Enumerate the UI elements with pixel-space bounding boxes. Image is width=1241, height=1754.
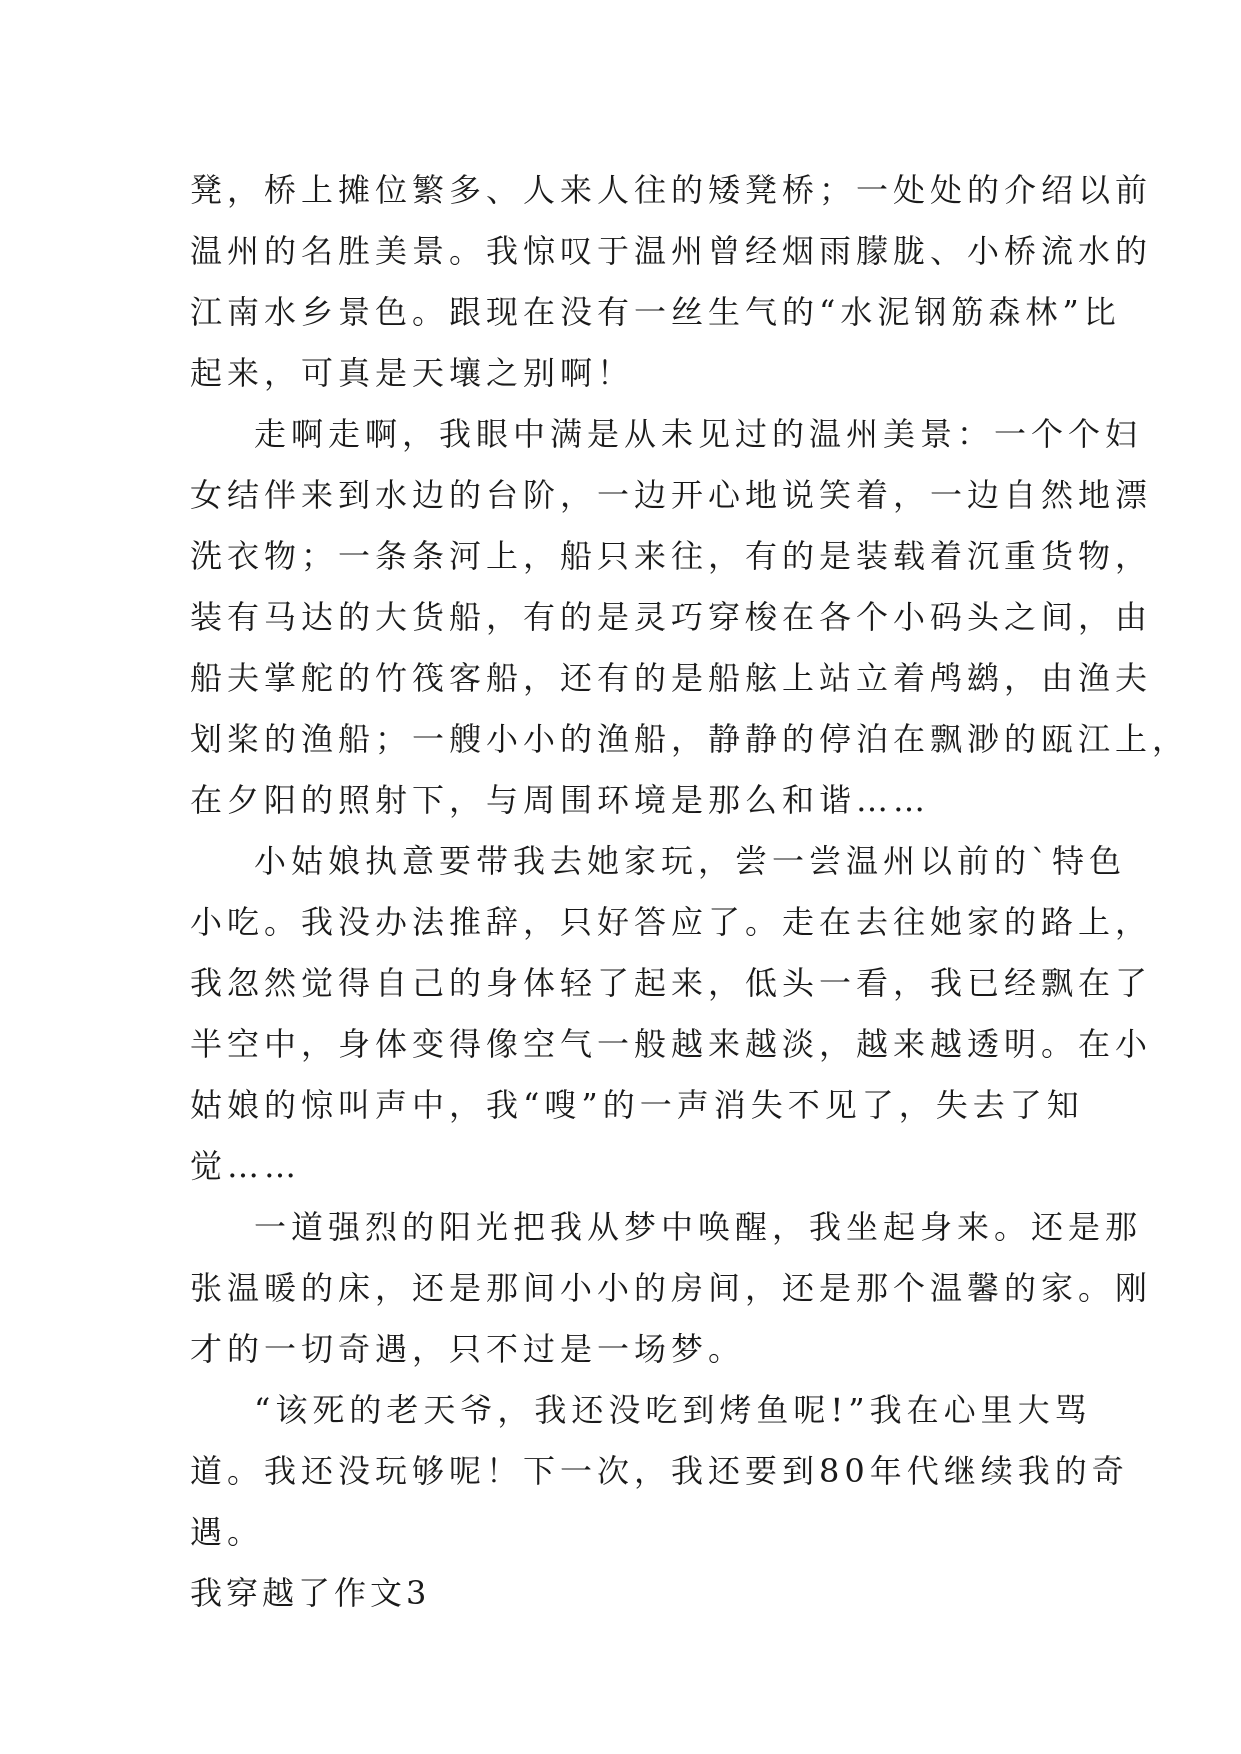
section-heading: 我穿越了作文3 [190,1574,431,1612]
text-line: 起来，可真是天壤之别啊！ [190,354,635,392]
text-line: 张温暖的床，还是那间小小的房间，还是那个温馨的家。刚 [190,1269,1153,1307]
text-line: 姑娘的惊叫声中，我“嗖”的一声消失不见了，失去了知 [190,1086,1084,1124]
text-line: 道。我还没玩够呢！下一次，我还要到80年代继续我的奇 [190,1452,1129,1490]
text-line: 小吃。我没办法推辞，只好答应了。走在去往她家的路上， [190,903,1153,941]
text-line: 船夫掌舵的竹筏客船，还有的是船舷上站立着鸬鹚，由渔夫 [190,659,1153,697]
document-body [190,160,1190,1624]
text-line: 我忽然觉得自己的身体轻了起来，低头一看，我已经飘在了 [190,964,1153,1002]
text-line: 洗衣物；一条条河上，船只来往，有的是装载着沉重货物， [190,537,1153,575]
text-line: 凳，桥上摊位繁多、人来人往的矮凳桥；一处处的介绍以前 [190,171,1153,209]
text-line: 温州的名胜美景。我惊叹于温州曾经烟雨朦胧、小桥流水的 [190,232,1153,270]
text-line: 在夕阳的照射下，与周围环境是那么和谐…… [190,781,931,819]
text-line: 觉…… [190,1147,302,1185]
paragraph-start-line: 一道强烈的阳光把我从梦中唤醒，我坐起身来。还是那 [254,1208,1143,1246]
paragraph-start-line: “该死的老天爷，我还没吃到烤鱼呢!”我在心里大骂 [254,1391,1092,1429]
paragraph-start-line: 走啊走啊，我眼中满是从未见过的温州美景：一个个妇 [254,415,1143,453]
text-line: 半空中，身体变得像空气一般越来越淡，越来越透明。在小 [190,1025,1153,1063]
text-line: 才的一切奇遇，只不过是一场梦。 [190,1330,746,1368]
text-line: 划桨的渔船；一艘小小的渔船，静静的停泊在飘渺的瓯江上， [190,720,1190,758]
paragraph-start-line: 小姑娘执意要带我去她家玩，尝一尝温州以前的`特色 [254,842,1127,880]
text-line: 遇。 [190,1513,265,1551]
text-line: 江南水乡景色。跟现在没有一丝生气的“水泥钢筋森林”比 [190,293,1121,331]
text-line: 女结伴来到水边的台阶，一边开心地说笑着，一边自然地漂 [190,476,1153,514]
text-line: 装有马达的大货船，有的是灵巧穿梭在各个小码头之间，由 [190,598,1153,636]
